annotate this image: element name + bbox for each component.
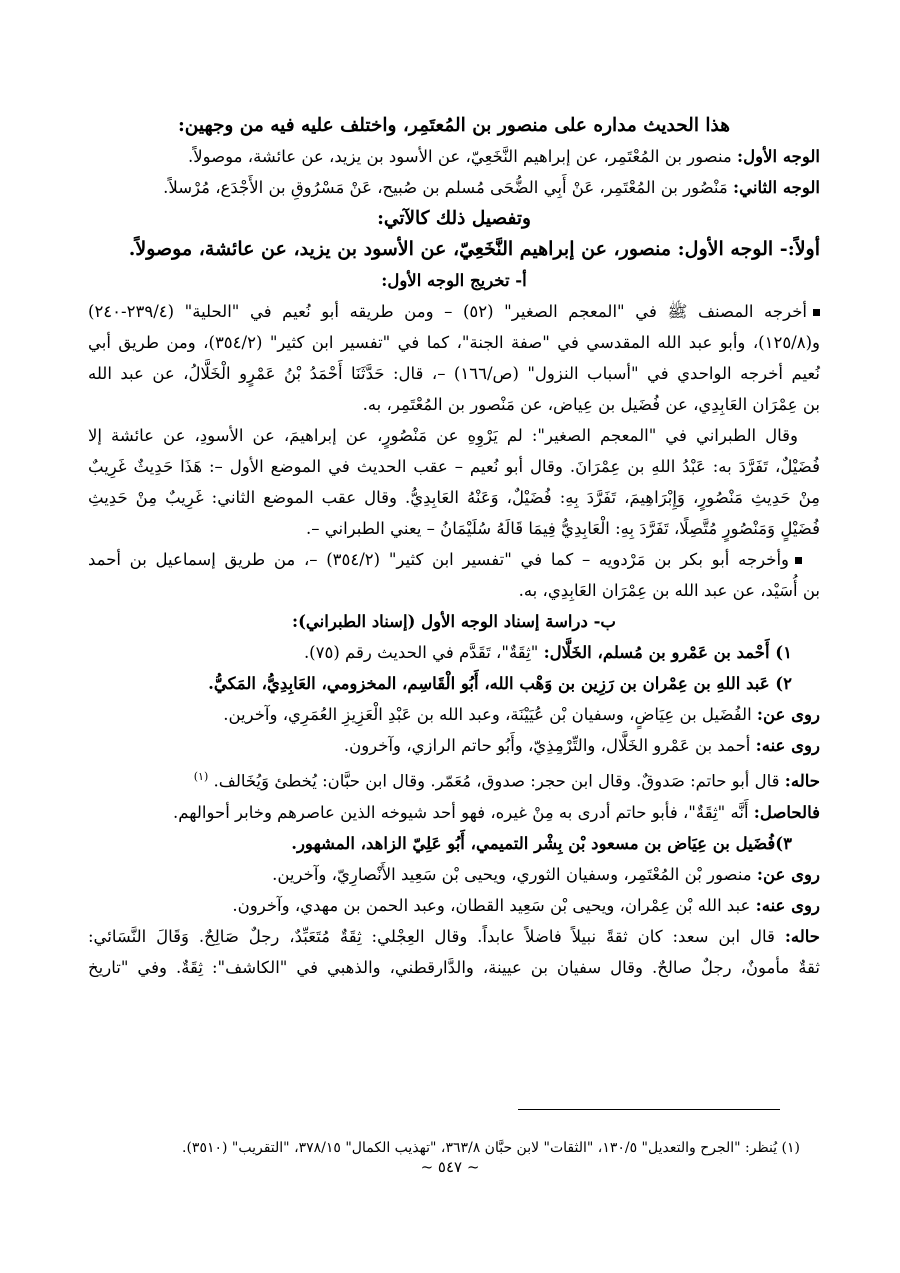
narrator-one-text: "ثِقَةٌ"، تَقَدَّم في الحديث رقم (٧٥). [303, 643, 539, 662]
mardawayh-line: بن أُسَيْد، عن عبد الله بن عِمْرَان العَابِدِي، به. [518, 581, 820, 600]
aspect-two [88, 172, 820, 203]
haluhu-label: حاله: [784, 926, 821, 946]
sub-b-heading: ب- دراسة إسناد الوجه الأول (إسناد الطبراني): [292, 612, 616, 631]
narrator-two-haluhu [88, 761, 820, 797]
takhrij-line: و(١٢٥/٨)، وأبو عبد الله المقدسي في "صفة الجنة"، كما في "تفسير ابن كثير" (٣٥٤/٢)، ومن طريق أبي [88, 333, 821, 352]
narrator-one-heading: ١) أَحْمد بن عَمْرو بن مُسلم، الخَلَّال: [543, 643, 792, 662]
mardawayh-line [88, 544, 820, 575]
aspect-one-label: الوجه الأول: [737, 147, 820, 166]
tabarani-line: فُضَيْلٌ، تَفَرَّدَ به: عَبْدُ اللهِ بن عِمْرَانَ. وقال أبو نُعيم – عقب الحديث في الموضع الأول –: هَذَا حَدِيثٌ غَرِيبٌ [88, 457, 820, 476]
takhrij-line [88, 296, 820, 327]
aspect-one-text: منصور بن المُعْتَمِر، عن إبراهيم النَّخَعِيّ، عن الأسود بن يزيد، عن عائشة، موصولاً. [187, 147, 732, 166]
narrator-two-rawa-anhu [88, 730, 820, 761]
detail-heading: وتفصيل ذلك كالآتي: [377, 208, 531, 229]
rawa-anhu-label: روى عنه: [755, 895, 820, 915]
page-body [88, 110, 820, 983]
narrator-two-rawa-an [88, 699, 820, 730]
bullet-icon [813, 309, 820, 316]
haluhu-text: قال ابن سعد: كان ثقةً نبيلاً فاضلاً عابداً. وقال العِجْلي: ثِقَةٌ مُتَعَبِّدٌ، رجلٌ صَالِحٌ. وَقَالَ النَّسَائي: [88, 926, 775, 946]
sub-a-heading: أ- تخريج الوجه الأول: [381, 271, 527, 290]
haluhu-label: حاله: [784, 771, 820, 791]
section-one-heading: أولاً:- الوجه الأول: منصور، عن إبراهيم النَّخَعِيّ، عن الأسود بن يزيد، عن عائشة، موصولاً. [128, 238, 820, 260]
takhrij-text: أخرجه المصنف ﷺ في "المعجم الصغير" (٥٢) – ومن طريقه أبو نُعيم في "الحلية" (٢٣٩/٤-٢٤٠) [88, 302, 807, 321]
narrator-two-hasil [88, 797, 820, 828]
rawa-anhu-label: روى عنه: [755, 736, 820, 755]
rawa-an-text: الفُضَيل بن عِيَاضٍ، وسفيان بْن عُيَيْنَة، وعبد الله بن عَبْدِ الْعَزِيزِ العُمَرِي، وآخرين. [223, 705, 752, 724]
takhrij-line: بن عِمْرَان العَابِدِي، عن فُضَيل بن عِياض، عن مَنْصور بن المُعْتَمِر، به. [362, 395, 820, 414]
footnote: (١) يُنظر: "الجرح والتعديل" ١٣٠/٥، "الثقات" لابن حبَّان ٣٦٣/٨، "تهذيب الكمال" ٣٧٨/١٥، "التقريب" (٣٥١٠). [182, 1140, 800, 1156]
page-title: هذا الحديث مداره على منصور بن المُعتَمِر، واختلف عليه فيه من وجهين: [177, 115, 731, 136]
narrator-two-heading: ٢) عَبد اللهِ بن عِمْران بن رَزِين بن وَهْب الله، أَبُو الْقَاسِم، المخزومي، العَابِدِيُّ، المَكيُّ. [208, 674, 792, 693]
narrator-one [88, 637, 820, 668]
haluhu-text: قال أبو حاتم: صَدوقٌ. وقال ابن حجر: صدوق، مُعَمّر. وقال ابن حبَّان: يُخطئ وَيُخَالف. [213, 771, 780, 791]
hasil-label: فالحاصل: [753, 802, 820, 822]
rawa-anhu-text: أحمد بن عَمْرو الخَلَّال، والتِّرْمِذِيّ، وأَبُو حاتم الرازي، وآخرون. [343, 736, 751, 755]
rawa-anhu-text: عبد الله بْن عِمْران، ويحيى بْن سَعِيد القطان، وعبد الحمن بن مهدي، وآخرون. [232, 895, 751, 915]
tabarani-line: فُضَيْلٍ وَمَنْصُورٍ مُتَّصِلًا، تَفَرَّدَ بِهِ: الْعَابِدِيُّ فِيمَا قَالَهُ سُلَيْمَانُ – يعني الطبراني –. [305, 519, 820, 538]
aspect-two-text: مَنْصُور بن المُعْتَمِر، عَنْ أَبِي الضُّحَى مُسلم بن صُبيح، عَنْ مَسْرُوقِ بن الأَجْدَع، مُرْسلاً. [163, 178, 728, 197]
narrator-three-heading: ٣)فُضَيل بن عِيَاض بن مسعود بْن بِشْر التميمي، أَبُو عَلِيّ الزاهد، المشهور. [291, 833, 792, 853]
bullet-icon [795, 557, 802, 564]
hasil-text: أَنَّه "ثِقَةٌ"، فأبو حاتم أدرى به مِنْ غيره، فهو أحد شيوخه الذين عاصرهم وخابر أحوالهم. [173, 802, 749, 822]
rawa-an-text: منصور بْن المُعْتَمِر، وسفيان الثوري، ويحيى بْن سَعِيد الأَنْصارِيّ، وآخرين. [272, 864, 752, 884]
mardawayh-text: وأخرجه أبو بكر بن مَرْدويه – كما في "تفسير ابن كثير" (٣٥٤/٢) –، من طريق إسماعيل بن أحمد [88, 550, 789, 569]
tabarani-line: وقال الطبراني في "المعجم الصغير": لم يَرْوِهِ عن مَنْصُورٍ، عن إبراهيمَ، عن الأسودِ، عن عائشة إلا [88, 426, 798, 445]
narrator-three-rawa-an [88, 859, 820, 890]
rawa-an-label: روى عن: [756, 705, 820, 724]
takhrij-line: نُعيم أخرجه الواحدي في "أسباب النزول" (ص/١٦٦) –، قال: حَدَّثَنَا أَحْمَدُ بْنُ عَمْرٍو الْخَلَّالُ، عن عبد الله [88, 364, 820, 383]
aspect-two-label: الوجه الثاني: [733, 178, 820, 197]
page-number: ~ ٥٤٧ ~ [420, 1158, 480, 1176]
narrator-three-haluhu-cont: ثقةٌ مأمونٌ، رجلٌ صالحٌ. وقال سفيان بن عيينة، والدَّارقطني، والذهبي في "الكاشف": ثِقَةٌ. وفي "تاريخ [88, 957, 820, 977]
aspect-one [88, 141, 820, 172]
footnote-separator [518, 1109, 780, 1110]
footnote-marker: (١) [193, 770, 209, 783]
narrator-three-rawa-anhu [88, 890, 820, 921]
tabarani-line: مِنْ حَدِيثِ مَنْصُورٍ، وَإِبْرَاهِيمَ، تَفَرَّدَ بِهِ: فُضَيْلٌ، وَعَنْهُ العَابِدِيُّ. وقال عقب الموضع الثاني: غَرِيبٌ مِنْ حَدِيثِ [88, 488, 820, 507]
narrator-three-haluhu [88, 921, 820, 952]
rawa-an-label: روى عن: [756, 864, 820, 884]
